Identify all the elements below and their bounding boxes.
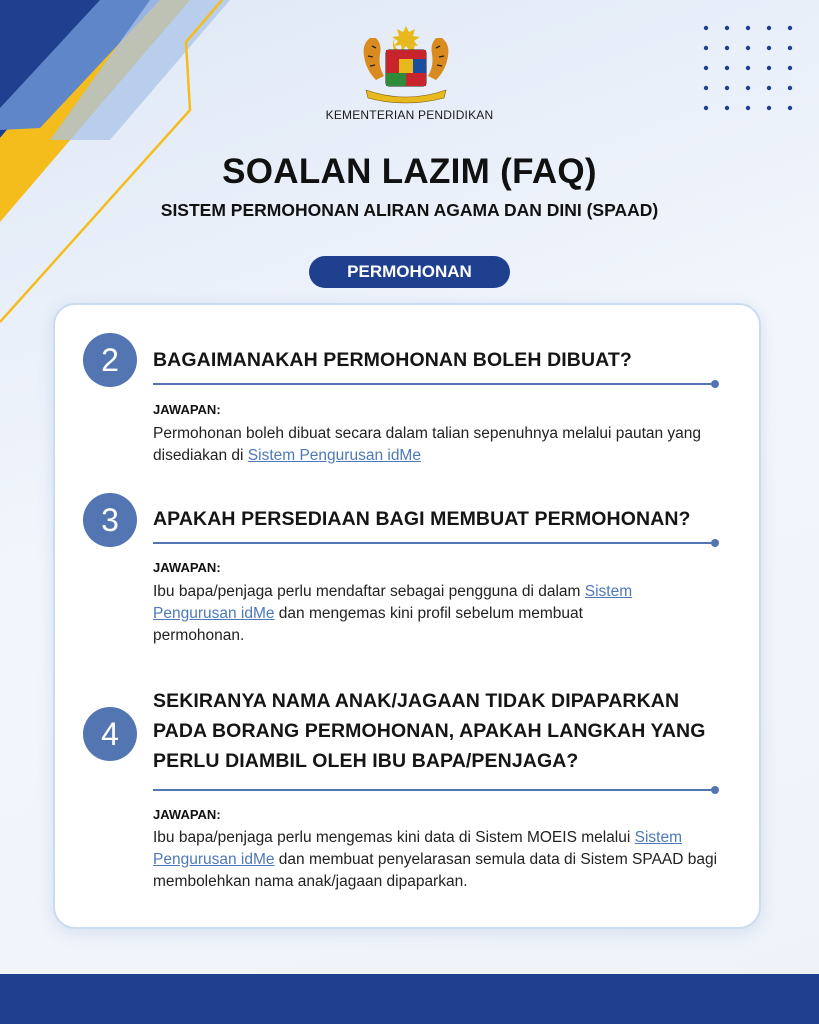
page-title: SOALAN LAZIM (FAQ) [222, 152, 597, 191]
answer-label: JAWAPAN: [153, 402, 221, 417]
page-subtitle: SISTEM PERMOHONAN ALIRAN AGAMA DAN DINI (SPAAD) [160, 200, 659, 220]
answer-label: JAWAPAN: [153, 807, 221, 822]
question-text: BAGAIMANAKAH PERMOHONAN BOLEH DIBUAT? [153, 349, 632, 371]
faq-card [53, 303, 761, 929]
divider [153, 789, 715, 791]
section-badge: PERMOHONAN [309, 256, 510, 288]
answer-text: Permohonan boleh dibuat secara dalam talian sepenuhnya melalui pautan yang disediakan di Sistem Pengurusan idMe [153, 425, 702, 464]
question-number: 4 [83, 707, 137, 761]
answer-label: JAWAPAN: [153, 560, 221, 575]
idme-link[interactable]: Sistem Pengurusan idMe [153, 583, 633, 622]
question-number: 3 [83, 493, 137, 547]
idme-link[interactable]: Sistem Pengurusan idMe [247, 447, 421, 464]
footer-bar [0, 974, 819, 1024]
coat-of-arms-icon [352, 24, 460, 104]
answer-text: Ibu bapa/penjaga perlu mengemas kini data di Sistem MOEIS melalui Sistem Pengurusan idMe dan membuat penyelarasan semula data di Sistem SPAAD bagi membolehkan nama anak/jagaan dipaparkan. [153, 829, 718, 890]
idme-link[interactable]: Sistem Pengurusan idMe [153, 829, 682, 868]
answer-text: Ibu bapa/penjaga perlu mendaftar sebagai pengguna di dalam Sistem Pengurusan idMe dan mengemas kini profil sebelum membuat permohonan. [153, 583, 633, 644]
question-number: 2 [83, 333, 137, 387]
question-text: SEKIRANYA NAMA ANAK/JAGAAN TIDAK DIPAPARKAN PADA BORANG PERMOHONAN, APAKAH LANGKAH YANG PERLU DIAMBIL OLEH IBU BAPA/PENJAGA? [153, 690, 706, 772]
dot-grid [700, 22, 796, 114]
divider [153, 383, 715, 385]
divider [153, 542, 715, 544]
ministry-name: KEMENTERIAN PENDIDIKAN [325, 108, 494, 122]
question-text: APAKAH PERSEDIAAN BAGI MEMBUAT PERMOHONAN? [153, 508, 691, 530]
